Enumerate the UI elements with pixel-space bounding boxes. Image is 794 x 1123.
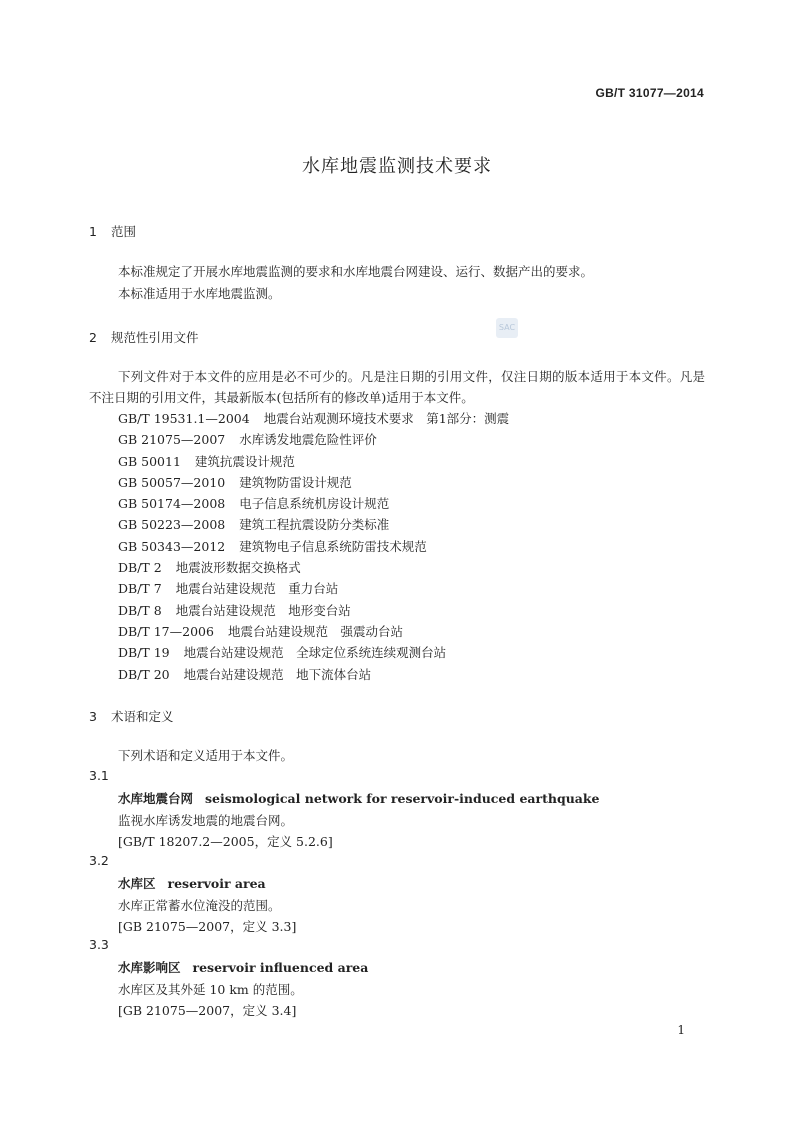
term-number: 3.2: [89, 853, 109, 868]
section-2-heading: [89, 328, 199, 346]
section-3-heading: [89, 707, 174, 725]
section-2-intro: 下列文件对于本文件的应用是必不可少的。凡是注日期的引用文件，仅注日期的版本适用于本文件。凡是不注日期的引用文件，其最新版本(包括所有的修改单)适用于本文件。: [89, 369, 705, 405]
section-title: 术语和定义: [111, 709, 174, 724]
section-number: 1: [89, 224, 97, 239]
reference-item: GB 50057—2010 建筑物防雷设计规范: [118, 474, 352, 490]
reference-item: DB/T 20 地震台站建设规范 地下流体台站: [118, 666, 372, 682]
normative-references-list: [118, 408, 509, 685]
section-1-heading: [89, 222, 136, 240]
section-number: 3: [89, 709, 97, 724]
term-source: [GB 21075—2007，定义 3.4]: [118, 1003, 297, 1018]
reference-item: GB/T 19531.1—2004 地震台站观测环境技术要求 第1部分：测震: [118, 411, 510, 426]
reference-item: GB 50011 建筑抗震设计规范: [118, 453, 295, 469]
section-number: 2: [89, 330, 97, 345]
term-heading: 水库区 reservoir area: [118, 876, 266, 891]
reference-item: GB 21075—2007 水库诱发地震危险性评价: [118, 432, 377, 448]
page-number: 1: [677, 1023, 685, 1037]
term-definition: 水库正常蓄水位淹没的范围。: [118, 898, 281, 913]
section-3-intro: 下列术语和定义适用于本文件。: [118, 748, 294, 763]
reference-item: GB 50343—2012 建筑物电子信息系统防雷技术规范: [118, 538, 427, 554]
reference-item: DB/T 2 地震波形数据交换格式: [118, 560, 301, 576]
term-definition: 水库区及其外延 10 km 的范围。: [118, 982, 303, 997]
standard-code: GB/T 31077—2014: [595, 86, 704, 100]
section-title: 范围: [111, 224, 137, 239]
section-1-paragraph-2: 本标准适用于水库地震监测。: [118, 286, 281, 301]
reference-item: DB/T 8 地震台站建设规范 地形变台站: [118, 602, 351, 618]
reference-item: DB/T 19 地震台站建设规范 全球定位系统连续观测台站: [118, 645, 447, 661]
term-definition: 监视水库诱发地震的地震台网。: [118, 813, 294, 828]
term-heading: 水库影响区 reservoir influenced area: [118, 960, 369, 975]
reference-item: DB/T 7 地震台站建设规范 重力台站: [118, 581, 339, 597]
reference-item: DB/T 17—2006 地震台站建设规范 强震动台站: [118, 623, 403, 639]
section-title: 规范性引用文件: [111, 330, 199, 345]
term-number: 3.1: [89, 768, 109, 783]
section-1-paragraph-1: 本标准规定了开展水库地震监测的要求和水库地震台网建设、运行、数据产出的要求。: [118, 264, 594, 279]
term-heading: 水库地震台网 seismological network for reservoir-induced earthquake: [118, 791, 600, 806]
term-source: [GB 21075—2007，定义 3.3]: [118, 919, 297, 934]
term-number: 3.3: [89, 937, 109, 952]
document-title: 水库地震监测技术要求: [302, 156, 492, 177]
sac-watermark-icon: SAC: [496, 318, 518, 338]
reference-item: GB 50174—2008 电子信息系统机房设计规范: [118, 496, 390, 512]
term-source: [GB/T 18207.2—2005，定义 5.2.6]: [118, 834, 333, 849]
reference-item: GB 50223—2008 建筑工程抗震设防分类标准: [118, 517, 390, 533]
